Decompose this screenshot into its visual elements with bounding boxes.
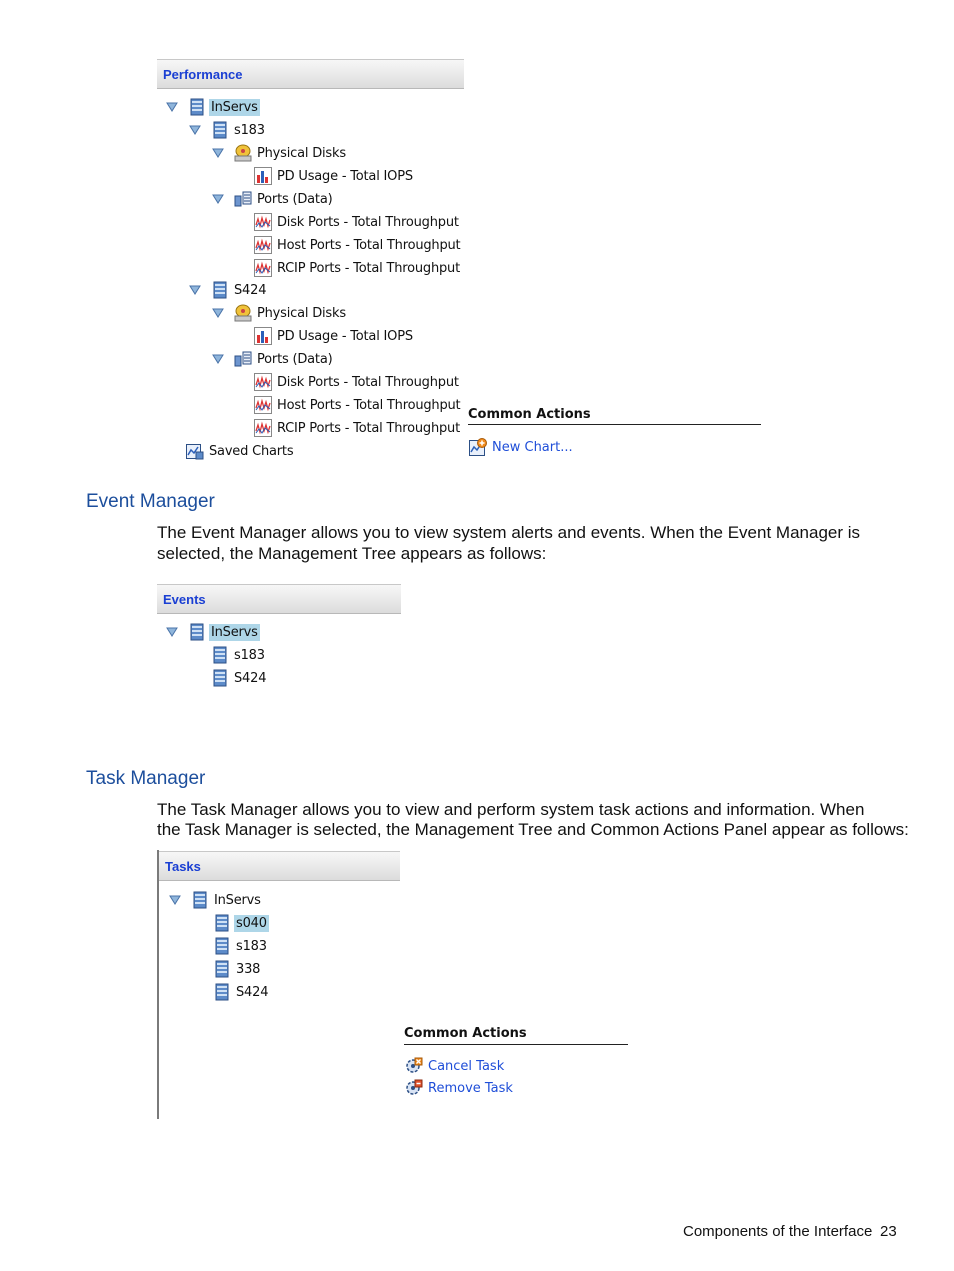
common-actions-title: Common Actions [404,1026,628,1045]
tree-node-s424[interactable] [211,667,268,689]
task-manager-heading: Task Manager [86,768,206,789]
task-manager-body-line2: the Task Manager is selected, the Management Tree and Common Actions Panel appear as follows: [157,820,909,839]
server-stack-icon [211,646,229,664]
expand-triangle-icon[interactable] [166,102,178,112]
tree-node-ports-data[interactable] [212,188,334,210]
new-chart-link[interactable] [469,437,573,457]
tree-node-label: Disk Ports - Total Throughput [277,214,459,230]
cancel-task-label: Cancel Task [428,1058,505,1074]
line-chart-icon [254,419,272,437]
bar-chart-icon [254,327,272,345]
tree-node-disk-ports-chart[interactable] [254,371,461,393]
tree-node-s040[interactable] [213,912,269,934]
tree-node-s424[interactable] [213,981,270,1003]
tree-node-label: s183 [236,938,267,954]
tree-node-s183[interactable] [189,119,267,141]
expand-triangle-icon[interactable] [212,148,224,158]
tree-node-label: PD Usage - Total IOPS [277,168,413,184]
tree-node-s424[interactable] [189,279,268,301]
server-stack-icon [211,281,229,299]
tree-node-disk-ports-chart[interactable] [254,211,461,233]
performance-header-label: Performance [163,67,243,82]
tasks-header-label: Tasks [165,859,201,874]
saved-charts-icon [186,442,204,460]
tree-node-s183[interactable] [211,644,267,666]
tree-node-label: 338 [236,961,261,977]
tree-node-label: PD Usage - Total IOPS [277,328,413,344]
line-chart-icon [254,396,272,414]
event-manager-heading: Event Manager [86,491,215,512]
event-manager-body-line1: The Event Manager allows you to view system alerts and events. When the Event Manager is [157,523,861,542]
expand-triangle-icon[interactable] [166,627,178,637]
tree-node-label: Saved Charts [209,443,294,459]
tree-node-label: Host Ports - Total Throughput [277,237,461,253]
tree-node-label: RCIP Ports - Total Throughput [277,420,460,436]
tree-node-inservs[interactable] [166,621,260,643]
tree-node-label: s183 [234,647,265,663]
tree-node-s183[interactable] [213,935,269,957]
tree-node-physical-disks[interactable] [212,142,348,164]
server-stack-icon [191,891,209,909]
tree-node-label: S424 [236,984,269,1000]
footer-section-title: Components of the Interface [683,1223,873,1240]
tree-node-338[interactable] [213,958,262,980]
tree-node-label: Ports (Data) [257,191,333,207]
tree-node-pd-usage-chart[interactable] [254,325,415,347]
tree-node-ports-data[interactable] [212,348,334,370]
server-stack-icon [213,983,231,1001]
tree-node-host-ports-chart[interactable] [254,234,462,256]
physical-disk-icon [234,304,252,322]
ports-icon [234,190,252,208]
tree-node-label: Host Ports - Total Throughput [277,397,461,413]
server-stack-icon [213,937,231,955]
expand-triangle-icon[interactable] [169,895,181,905]
line-chart-icon [254,213,272,231]
server-stack-icon [188,623,206,641]
physical-disk-icon [234,144,252,162]
performance-panel-header [157,59,464,89]
tree-node-label: S424 [234,282,267,298]
task-manager-body-line1: The Task Manager allows you to view and perform system task actions and information. When [157,800,865,819]
server-stack-icon [188,98,206,116]
tree-node-label: Disk Ports - Total Throughput [277,374,459,390]
remove-task-icon [405,1079,423,1097]
server-stack-icon [211,121,229,139]
line-chart-icon [254,236,272,254]
server-stack-icon [211,669,229,687]
footer-page-number: 23 [880,1223,897,1240]
expand-triangle-icon[interactable] [189,285,201,295]
new-chart-icon [469,438,487,456]
expand-triangle-icon[interactable] [212,194,224,204]
tree-node-label: RCIP Ports - Total Throughput [277,260,460,276]
event-manager-body-line2: selected, the Management Tree appears as follows: [157,544,547,563]
tree-node-label: S424 [234,670,267,686]
bar-chart-icon [254,167,272,185]
tasks-panel-left-border [157,850,159,1119]
tree-node-host-ports-chart[interactable] [254,394,462,416]
server-stack-icon [213,960,231,978]
events-header-label: Events [163,592,206,607]
tree-node-label: Physical Disks [257,145,346,161]
tree-node-rcip-ports-chart[interactable] [254,417,462,439]
remove-task-label: Remove Task [428,1080,513,1096]
tree-node-label: s183 [234,122,265,138]
tree-node-label: Physical Disks [257,305,346,321]
tree-node-label: InServs [211,99,258,115]
tree-node-label: Ports (Data) [257,351,333,367]
common-actions-title: Common Actions [468,407,761,425]
tree-node-label: InServs [214,892,261,908]
expand-triangle-icon[interactable] [189,125,201,135]
tree-node-inservs[interactable] [169,889,263,911]
cancel-task-icon [405,1057,423,1075]
tree-node-physical-disks[interactable] [212,302,348,324]
tasks-panel-header [159,851,400,881]
remove-task-link[interactable] [405,1078,513,1098]
tree-node-pd-usage-chart[interactable] [254,165,415,187]
tree-node-label: InServs [211,624,258,640]
line-chart-icon [254,373,272,391]
new-chart-label: New Chart... [492,439,573,455]
expand-triangle-icon[interactable] [212,354,224,364]
ports-icon [234,350,252,368]
tree-node-saved-charts[interactable] [186,440,295,462]
server-stack-icon [213,914,231,932]
events-panel-header [157,584,401,614]
tree-node-inservs[interactable] [166,96,260,118]
expand-triangle-icon[interactable] [212,308,224,318]
cancel-task-link[interactable] [405,1056,504,1076]
tree-node-rcip-ports-chart[interactable] [254,257,462,279]
line-chart-icon [254,259,272,277]
tree-node-label: s040 [236,915,267,931]
